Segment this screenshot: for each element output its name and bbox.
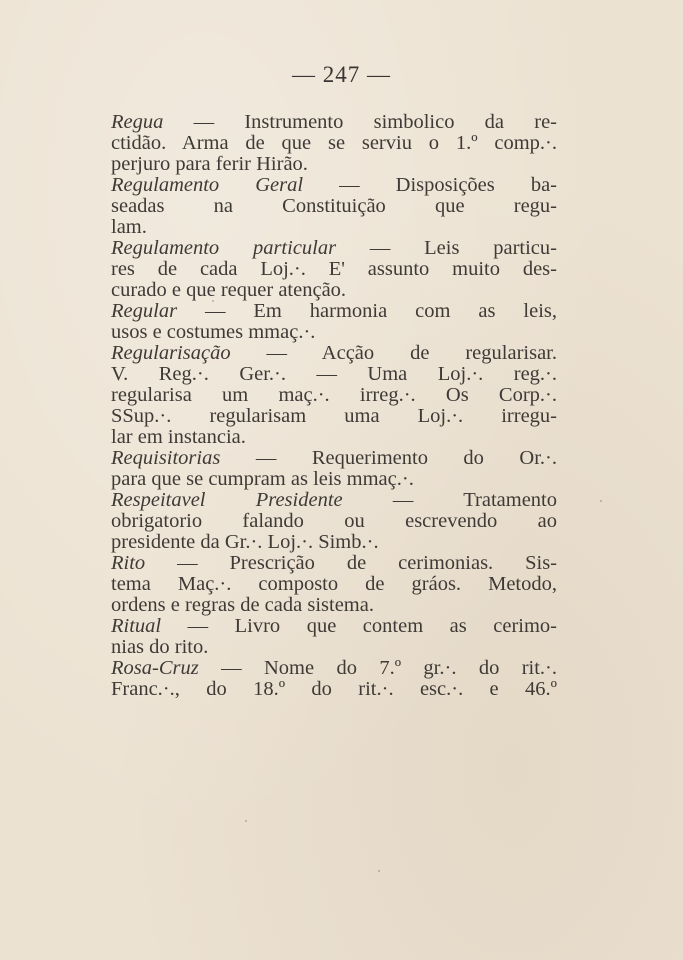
entry-definition: — Requerimento do Or.·. xyxy=(220,447,557,469)
text-line xyxy=(111,175,557,196)
text-line: ctidão. Arma de que se serviu o 1.º comp.·. xyxy=(111,132,557,154)
glossary-entry xyxy=(111,112,557,175)
entry-definition: — Acção de regularisar. xyxy=(230,342,557,364)
text-line: para que se cumpram as leis mmaç.·. xyxy=(111,468,414,490)
text-line xyxy=(111,301,557,322)
text-line xyxy=(111,490,557,511)
entry-term: Regular xyxy=(111,300,178,322)
entry-definition: — Prescrição de cerimonias. Sis- xyxy=(145,552,557,574)
glossary-entry xyxy=(111,616,557,658)
text-line xyxy=(111,616,557,637)
entry-definition: — Tratamento xyxy=(342,489,557,511)
text-line: curado e que requer atenção. xyxy=(111,279,347,301)
glossary-text xyxy=(111,112,557,700)
glossary-entry xyxy=(111,553,557,616)
entry-definition: — Livro que contem as cerimo- xyxy=(161,615,557,637)
text-line xyxy=(111,553,557,574)
entry-definition: — Disposições ba- xyxy=(303,174,557,196)
text-line: lam. xyxy=(111,216,147,238)
text-line: obrigatorio falando ou escrevendo ao xyxy=(111,510,557,532)
text-line: seadas na Constituição que regu- xyxy=(111,195,557,217)
text-line: ordens e regras de cada sistema. xyxy=(111,594,374,616)
entry-term: Rito xyxy=(111,552,146,574)
text-line: lar em instancia. xyxy=(111,426,246,448)
entry-term: Ritual xyxy=(111,615,162,637)
text-line: Franc.·., do 18.º do rit.·. esc.·. e 46.º xyxy=(111,678,557,700)
entry-definition: — Nome do 7.º gr.·. do rit.·. xyxy=(198,657,557,679)
text-line: tema Maç.·. composto de gráos. Metodo, xyxy=(111,573,557,595)
entry-term: Respeitavel Presidente xyxy=(111,489,343,511)
glossary-entry xyxy=(111,658,557,700)
glossary-entry xyxy=(111,448,557,490)
entry-term: Regularisação xyxy=(111,342,231,364)
glossary-entry xyxy=(111,490,557,553)
text-line: usos e costumes mmaç.·. xyxy=(111,321,316,343)
paper-speck xyxy=(245,820,247,822)
text-line: res de cada Loj.·. E' assunto muito des- xyxy=(111,258,557,280)
text-line: nias do rito. xyxy=(111,636,209,658)
entry-definition: — Leis particu- xyxy=(336,237,557,259)
text-line xyxy=(111,448,557,469)
entry-definition: — Instrumento simbolico da re- xyxy=(163,111,557,133)
glossary-entry xyxy=(111,343,557,448)
entry-term: Rosa-Cruz xyxy=(111,657,199,679)
paper-speck xyxy=(212,300,214,302)
entry-term: Regulamento particular xyxy=(111,237,337,259)
glossary-entry xyxy=(111,175,557,238)
entry-definition: — Em harmonia com as leis, xyxy=(177,300,557,322)
entry-term: Requisitorias xyxy=(111,447,221,469)
page-number: — 247 — xyxy=(292,62,391,87)
text-line: regularisa um maç.·. irreg.·. Os Corp.·. xyxy=(111,384,557,406)
text-line: V. Reg.·. Ger.·. — Uma Loj.·. reg.·. xyxy=(111,363,557,385)
text-line xyxy=(111,112,557,133)
entry-term: Regulamento Geral xyxy=(111,174,304,196)
text-line: perjuro para ferir Hirão. xyxy=(111,153,308,175)
text-line xyxy=(111,343,557,364)
entry-term: Regua xyxy=(111,111,164,133)
glossary-entry xyxy=(111,301,557,343)
paper-speck xyxy=(378,870,380,872)
text-line: SSup.·. regularisam uma Loj.·. irregu- xyxy=(111,405,557,427)
text-line xyxy=(111,238,557,259)
text-line: presidente da Gr.·. Loj.·. Simb.·. xyxy=(111,531,379,553)
text-line xyxy=(111,658,557,679)
glossary-entry xyxy=(111,238,557,301)
paper-speck xyxy=(600,500,602,502)
